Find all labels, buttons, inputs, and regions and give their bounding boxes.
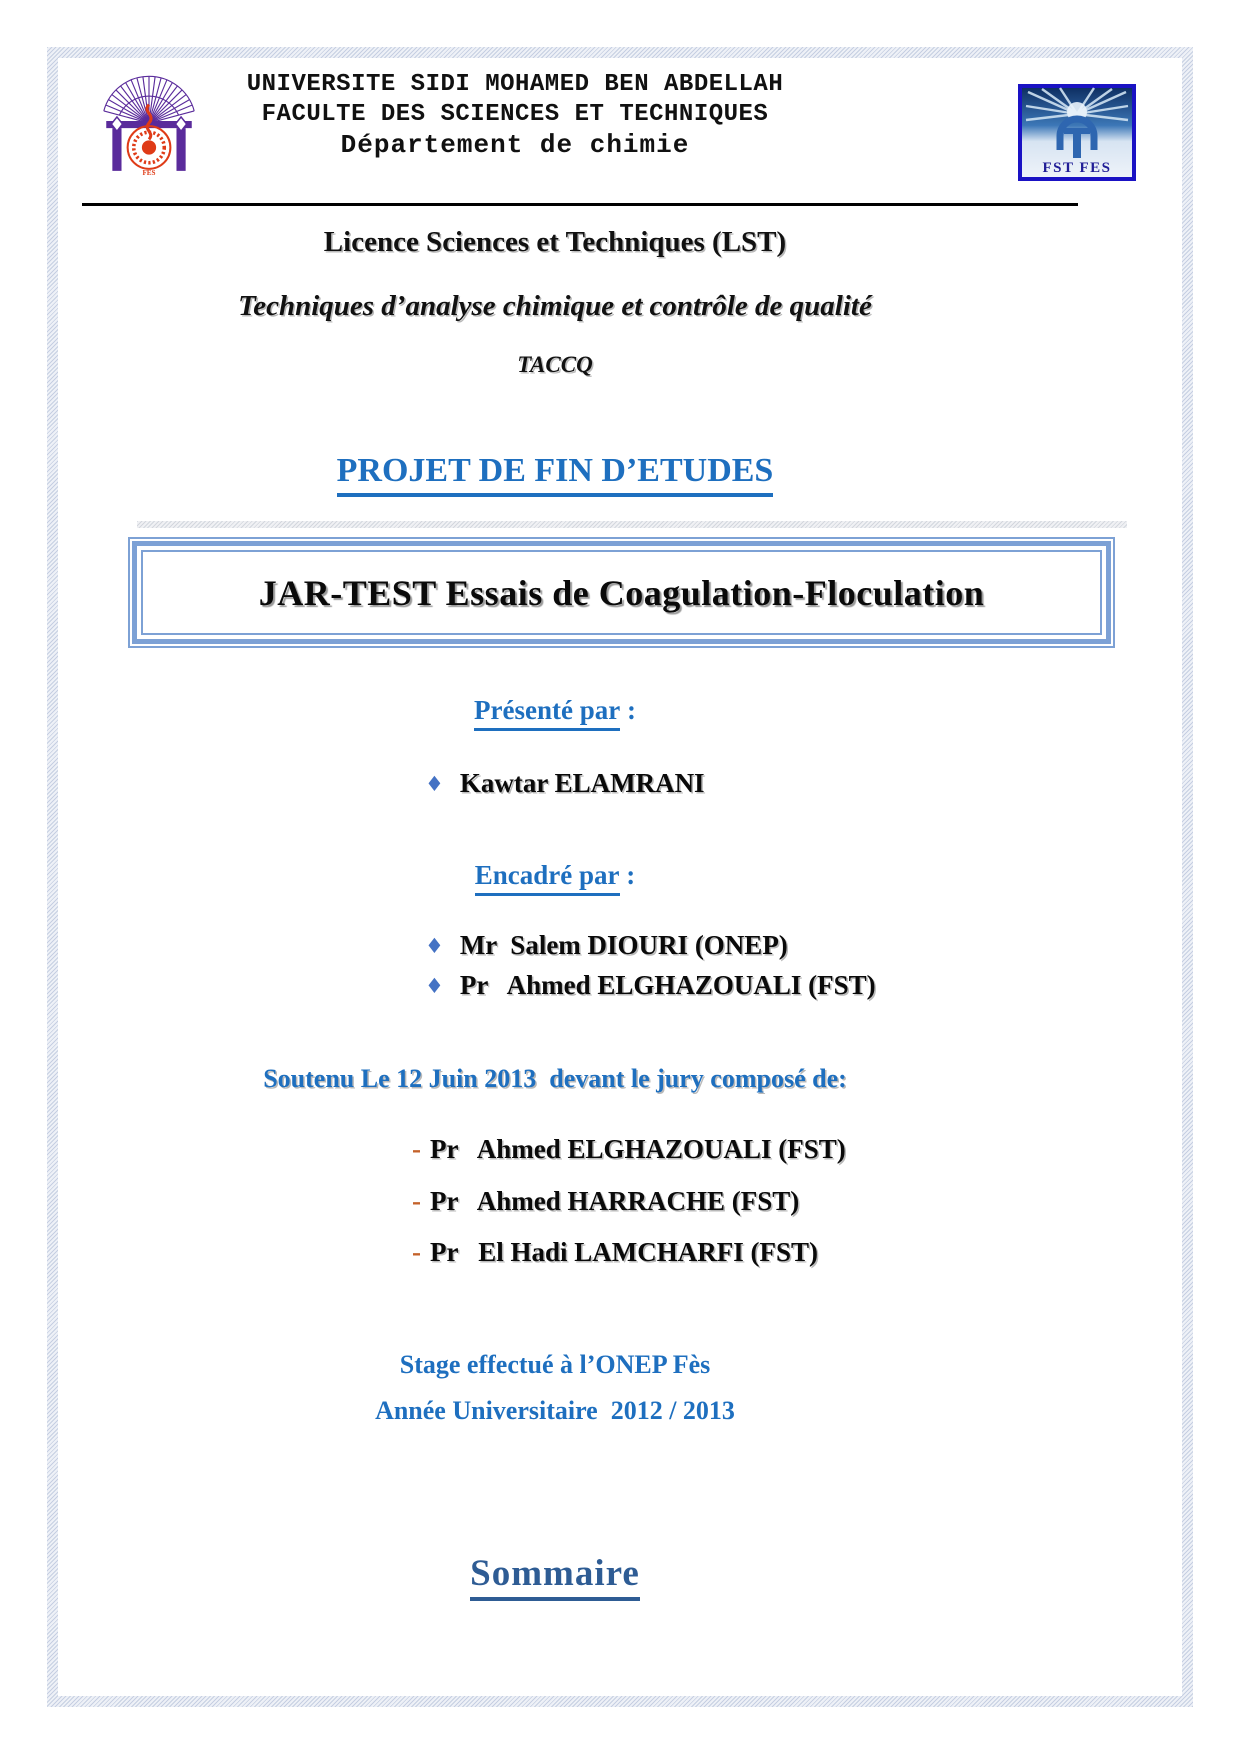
university-header [230,70,800,160]
title-box-shadow-strip [137,521,1127,528]
dash-bullet-icon: - [412,1237,421,1267]
faculty-name: FACULTE DES SCIENCES ET TECHNIQUES [261,101,769,128]
header-divider-line [82,203,1078,206]
presented-name-row [425,768,705,799]
specialty-title: Techniques d’analyse chimique et contrôle de qualité [238,290,872,322]
university-name: UNIVERSITE SIDI MOHAMED BEN ABDELLAH [246,71,784,98]
sommaire-heading-text: Sommaire [470,1552,640,1601]
jury-member-name: Pr Ahmed HARRACHE (FST) [430,1186,800,1216]
university-emblem-icon [92,64,206,178]
jury-row [412,1237,818,1268]
student-name: Kawtar ELAMRANI [459,768,705,798]
supervised-by-label-text: Encadré par [475,860,620,896]
degree-title: Licence Sciences et Techniques (LST) [323,226,787,258]
report-type-heading-text: PROJET DE FIN D’ETUDES [337,452,774,497]
report-title-box-inner-border [141,550,1102,635]
dash-bullet-icon: - [412,1186,421,1216]
supervisor-name: Mr Salem DIOURI (ONEP) [459,930,788,960]
supervisor-name: Pr Ahmed ELGHAZOUALI (FST) [459,970,876,1000]
jury-row [412,1134,846,1165]
jury-member-name: Pr Ahmed ELGHAZOUALI (FST) [430,1134,846,1164]
supervised-by-colon: : [619,860,636,890]
fst-fes-logo-text: FST FES [1042,160,1112,176]
diamond-bullet-icon: ♦ [425,933,444,958]
svg-text:FES: FES [142,168,156,177]
presented-by-label [65,695,1045,731]
presented-by-label-text: Présenté par [474,695,620,731]
supervised-by-label [65,860,1045,896]
presented-by-colon: : [620,695,636,725]
report-title-box [128,537,1115,648]
diamond-bullet-icon: ♦ [425,771,444,796]
report-title: JAR-TEST Essais de Coagulation-Floculation [258,572,985,613]
supervisor-row [425,970,876,1001]
internship-line: Stage effectué à l’ONEP Fès [399,1350,711,1379]
fst-fes-logo-icon [1018,84,1136,181]
jury-member-name: Pr El Hadi LAMCHARFI (FST) [430,1237,819,1267]
jury-row [412,1186,799,1217]
defense-intro: Soutenu Le 12 Juin 2013 devant le jury composé de: [263,1064,847,1093]
diamond-bullet-icon: ♦ [425,973,444,998]
dash-bullet-icon: - [412,1134,421,1164]
sommaire-heading [65,1552,1045,1601]
specialty-acronym: TACCQ [517,352,593,377]
report-type-heading [65,452,1045,497]
academic-year-line: Année Universitaire 2012 / 2013 [375,1396,735,1425]
department-name: Département de chimie [340,130,690,160]
supervisor-row [425,930,788,961]
report-title-box-mid-border [132,541,1111,644]
